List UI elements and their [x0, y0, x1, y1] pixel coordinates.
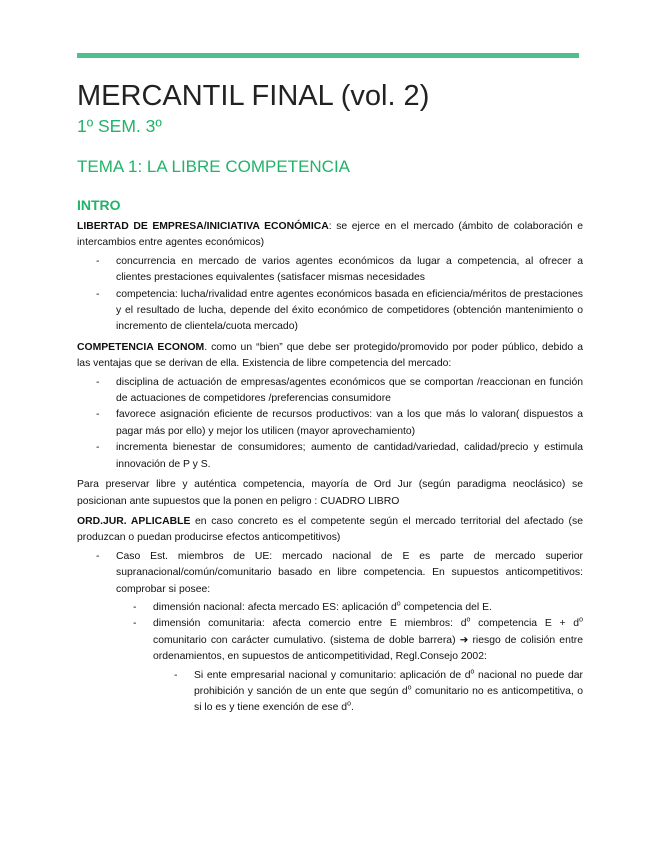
- document-body: [77, 78, 583, 717]
- subsublist-ente: [77, 668, 583, 717]
- paragraph-ord-jur: ORD.JUR. APLICABLE en caso concreto es el competente según el mercado territorial del afectado (se produzcan o puedan producirse efectos anticompetitivos): [77, 515, 583, 544]
- list-item: - disciplina de actuación de empresas/agentes económicos que se comportan /reaccionan en función de actuaciones de competidores /preferencias consumidore: [96, 376, 583, 405]
- list-item: - dimensión nacional: afecta mercado ES: aplicación $d^o$ competencia del E.: [133, 600, 492, 613]
- list-item: - incrementa bienestar de consumidores; aumento de cantidad/variedad, calidad/precio y estimula innovación de P y S.: [96, 442, 583, 470]
- document-title: MERCANTIL FINAL (vol. 2): [77, 80, 430, 112]
- list-item: - favorece asignación eficiente de recursos productivos: van a los que más lo valoran( dispuestos a pagar más por ello) y mejor los utilicen (mayor aprovechamiento): [96, 409, 583, 437]
- sublist-dimension: [77, 600, 583, 666]
- paragraph-competencia-econom: COMPETENCIA ECONOM. como un “bien” que debe ser protegido/promovido por poder público, debido a las ventajas que se derivan de ella. Existencia de libre competencia del mercado:: [77, 341, 583, 370]
- header-rule: [77, 53, 579, 58]
- list-item: - Si ente empresarial nacional y comunitario: aplicación de $d^o$ nacional no puede dar prohibición y sanción de un ente que según $d^o$ comunitario no es anticompetitiva, o si lo es y tiene exención de ese $d^o$.: [174, 668, 583, 714]
- chapter-heading: TEMA 1: LA LIBRE COMPETENCIA: [77, 157, 351, 176]
- term-libertad-empresa: LIBERTAD DE EMPRESA/INICIATIVA ECONÓMICA: [77, 221, 329, 232]
- term-competencia-econom: COMPETENCIA ECONOM: [77, 341, 205, 353]
- paragraph-libertad-empresa: LIBERTAD DE EMPRESA/INICIATIVA ECONÓMICA: se ejerce en el mercado (ámbito de colaboración e intercambios entre agentes económicos): [77, 221, 583, 249]
- list-competencia: [77, 254, 583, 336]
- list-ue: [77, 549, 583, 598]
- list-item: - concurrencia en mercado de varios agentes económicos da lugar a competencia, al ofrecer a clientes prestaciones equivalentes (satisfacer mismas necesidades: [96, 255, 583, 284]
- term-ord-jur: ORD.JUR. APLICABLE: [77, 515, 191, 527]
- list-ventajas: [77, 375, 583, 473]
- list-item: - competencia: lucha/rivalidad entre agentes económicos basada en eficiencia/méritos de prestaciones y el resultado de lucha, depende del éxito económico de competidores (obtención mantenimiento o incremento de clientela/cuota mercado): [96, 288, 583, 333]
- document-subtitle: 1º SEM. 3º: [77, 116, 162, 136]
- paragraph-preservar: Para preservar libre y auténtica competencia, mayoría de Ord Jur (según paradigma neoclásico) se posicionan ante supuestos que la ponen en peligro : CUADRO LIBRO: [77, 479, 583, 507]
- list-item: - Caso Est. miembros de UE: mercado nacional de E es parte de mercado superior supranacional/común/comunitario basado en libre competencia. En supuestos anticompetitivos: comprobar si posee:: [96, 550, 583, 595]
- list-item: - dimensión comunitaria: afecta comercio entre E miembros: $d^o$ competencia $E + d^o$ comunitario con carácter cumulativo. (sistema de doble barrera) ➜ riesgo de colisión entre ordenamientos, en supuestos de anticompetitividad, Regl.Consejo 2002:: [133, 616, 583, 663]
- section-heading: INTRO: [77, 197, 121, 213]
